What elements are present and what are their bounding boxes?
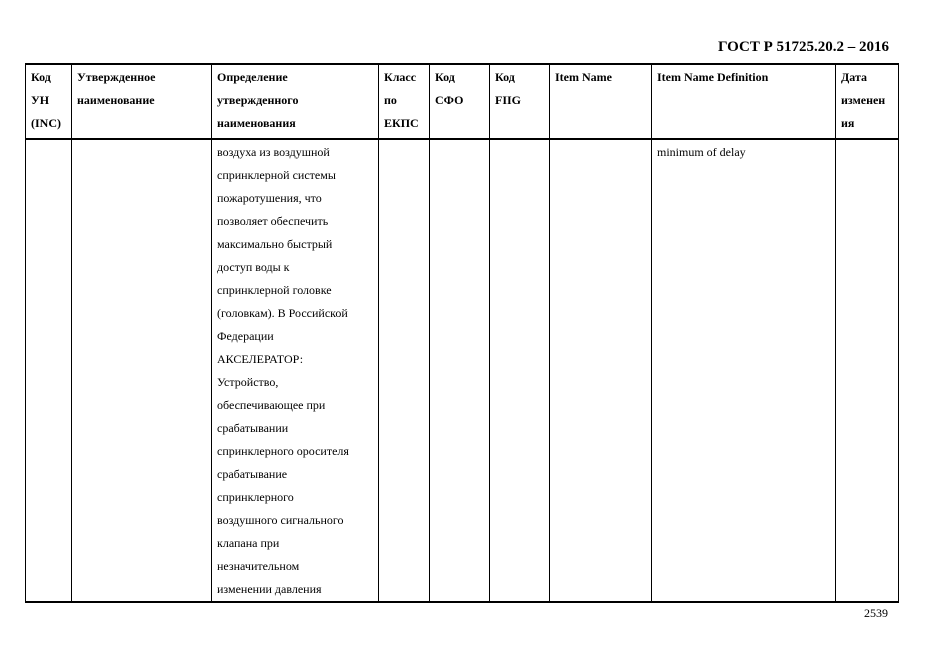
column-header-name-definition [212,64,379,139]
column-header-line: Утвержденное [77,70,156,84]
column-header-line: ия [841,116,855,130]
cell-ekps-class [379,139,430,602]
cell-change-date [836,139,899,602]
column-header-ekps-class [379,64,430,139]
classification-table [25,63,899,603]
cell-text-line: Устройство, [217,375,279,389]
cell-text-line: minimum of delay [657,145,746,159]
column-header-line: УН [31,93,50,107]
cell-text-line: срабатывании [217,421,289,435]
column-header-line: Код [31,70,51,84]
cell-text-line: спринклерного [217,490,294,504]
column-header-line: Код [495,70,515,84]
column-header-change-date [836,64,899,139]
column-header-line: изменен [841,93,886,107]
cell-sfo-code [430,139,490,602]
column-header-item-name [550,64,652,139]
column-header-item-name-definition [652,64,836,139]
column-header-line: Item Name [555,70,612,84]
cell-item-name [550,139,652,602]
cell-text-line: спринклерной головке [217,283,332,297]
cell-text-line: воздуха из воздушной [217,145,330,159]
document-standard-code: ГОСТ Р 51725.20.2 – 2016 [717,39,889,55]
cell-inc-code [26,139,72,602]
cell-text-line: (головкам). В Российской [217,306,348,320]
column-header-sfo-code [430,64,490,139]
column-header-line: наименование [77,93,155,107]
cell-fiig-code [490,139,550,602]
page-number: 2539 [864,606,888,620]
cell-text-line: АКСЕЛЕРАТОР: [217,352,304,366]
table-header-row [26,64,899,139]
cell-text-line: спринклерной системы [217,168,336,182]
cell-text-line: максимально быстрый [217,237,333,251]
column-header-line: СФО [435,93,464,107]
column-header-line: Определение [217,70,288,84]
column-header-line: ЕКПС [384,116,419,130]
column-header-approved-name [72,64,212,139]
cell-text-line: обеспечивающее при [217,398,326,412]
cell-text-line: позволяет обеспечить [217,214,329,228]
column-header-inc-code [26,64,72,139]
column-header-line: (INC) [31,116,61,130]
cell-text-line: изменении давления [217,582,322,596]
column-header-line: FIIG [495,93,522,107]
cell-text-line: срабатывание [217,467,288,481]
column-header-line: Item Name Definition [657,70,769,84]
cell-text-line: пожаротушения, что [217,191,322,205]
cell-text-line: Федерации [217,329,274,343]
table-row [26,139,899,602]
column-header-line: Дата [841,70,867,84]
column-header-line: утвержденного [217,93,299,107]
cell-text-line: воздушного сигнального [217,513,344,527]
cell-text-line: спринклерного оросителя [217,444,349,458]
column-header-line: Код [435,70,455,84]
column-header-line: наименования [217,116,296,130]
cell-text-line: незначительном [217,559,300,573]
cell-text-line: доступ воды к [217,260,290,274]
column-header-line: по [384,93,397,107]
cell-text-line: клапана при [217,536,280,550]
cell-name-definition [212,139,379,602]
column-header-line: Класс [384,70,417,84]
cell-item-name-definition [652,139,836,602]
column-header-fiig-code [490,64,550,139]
cell-approved-name [72,139,212,602]
